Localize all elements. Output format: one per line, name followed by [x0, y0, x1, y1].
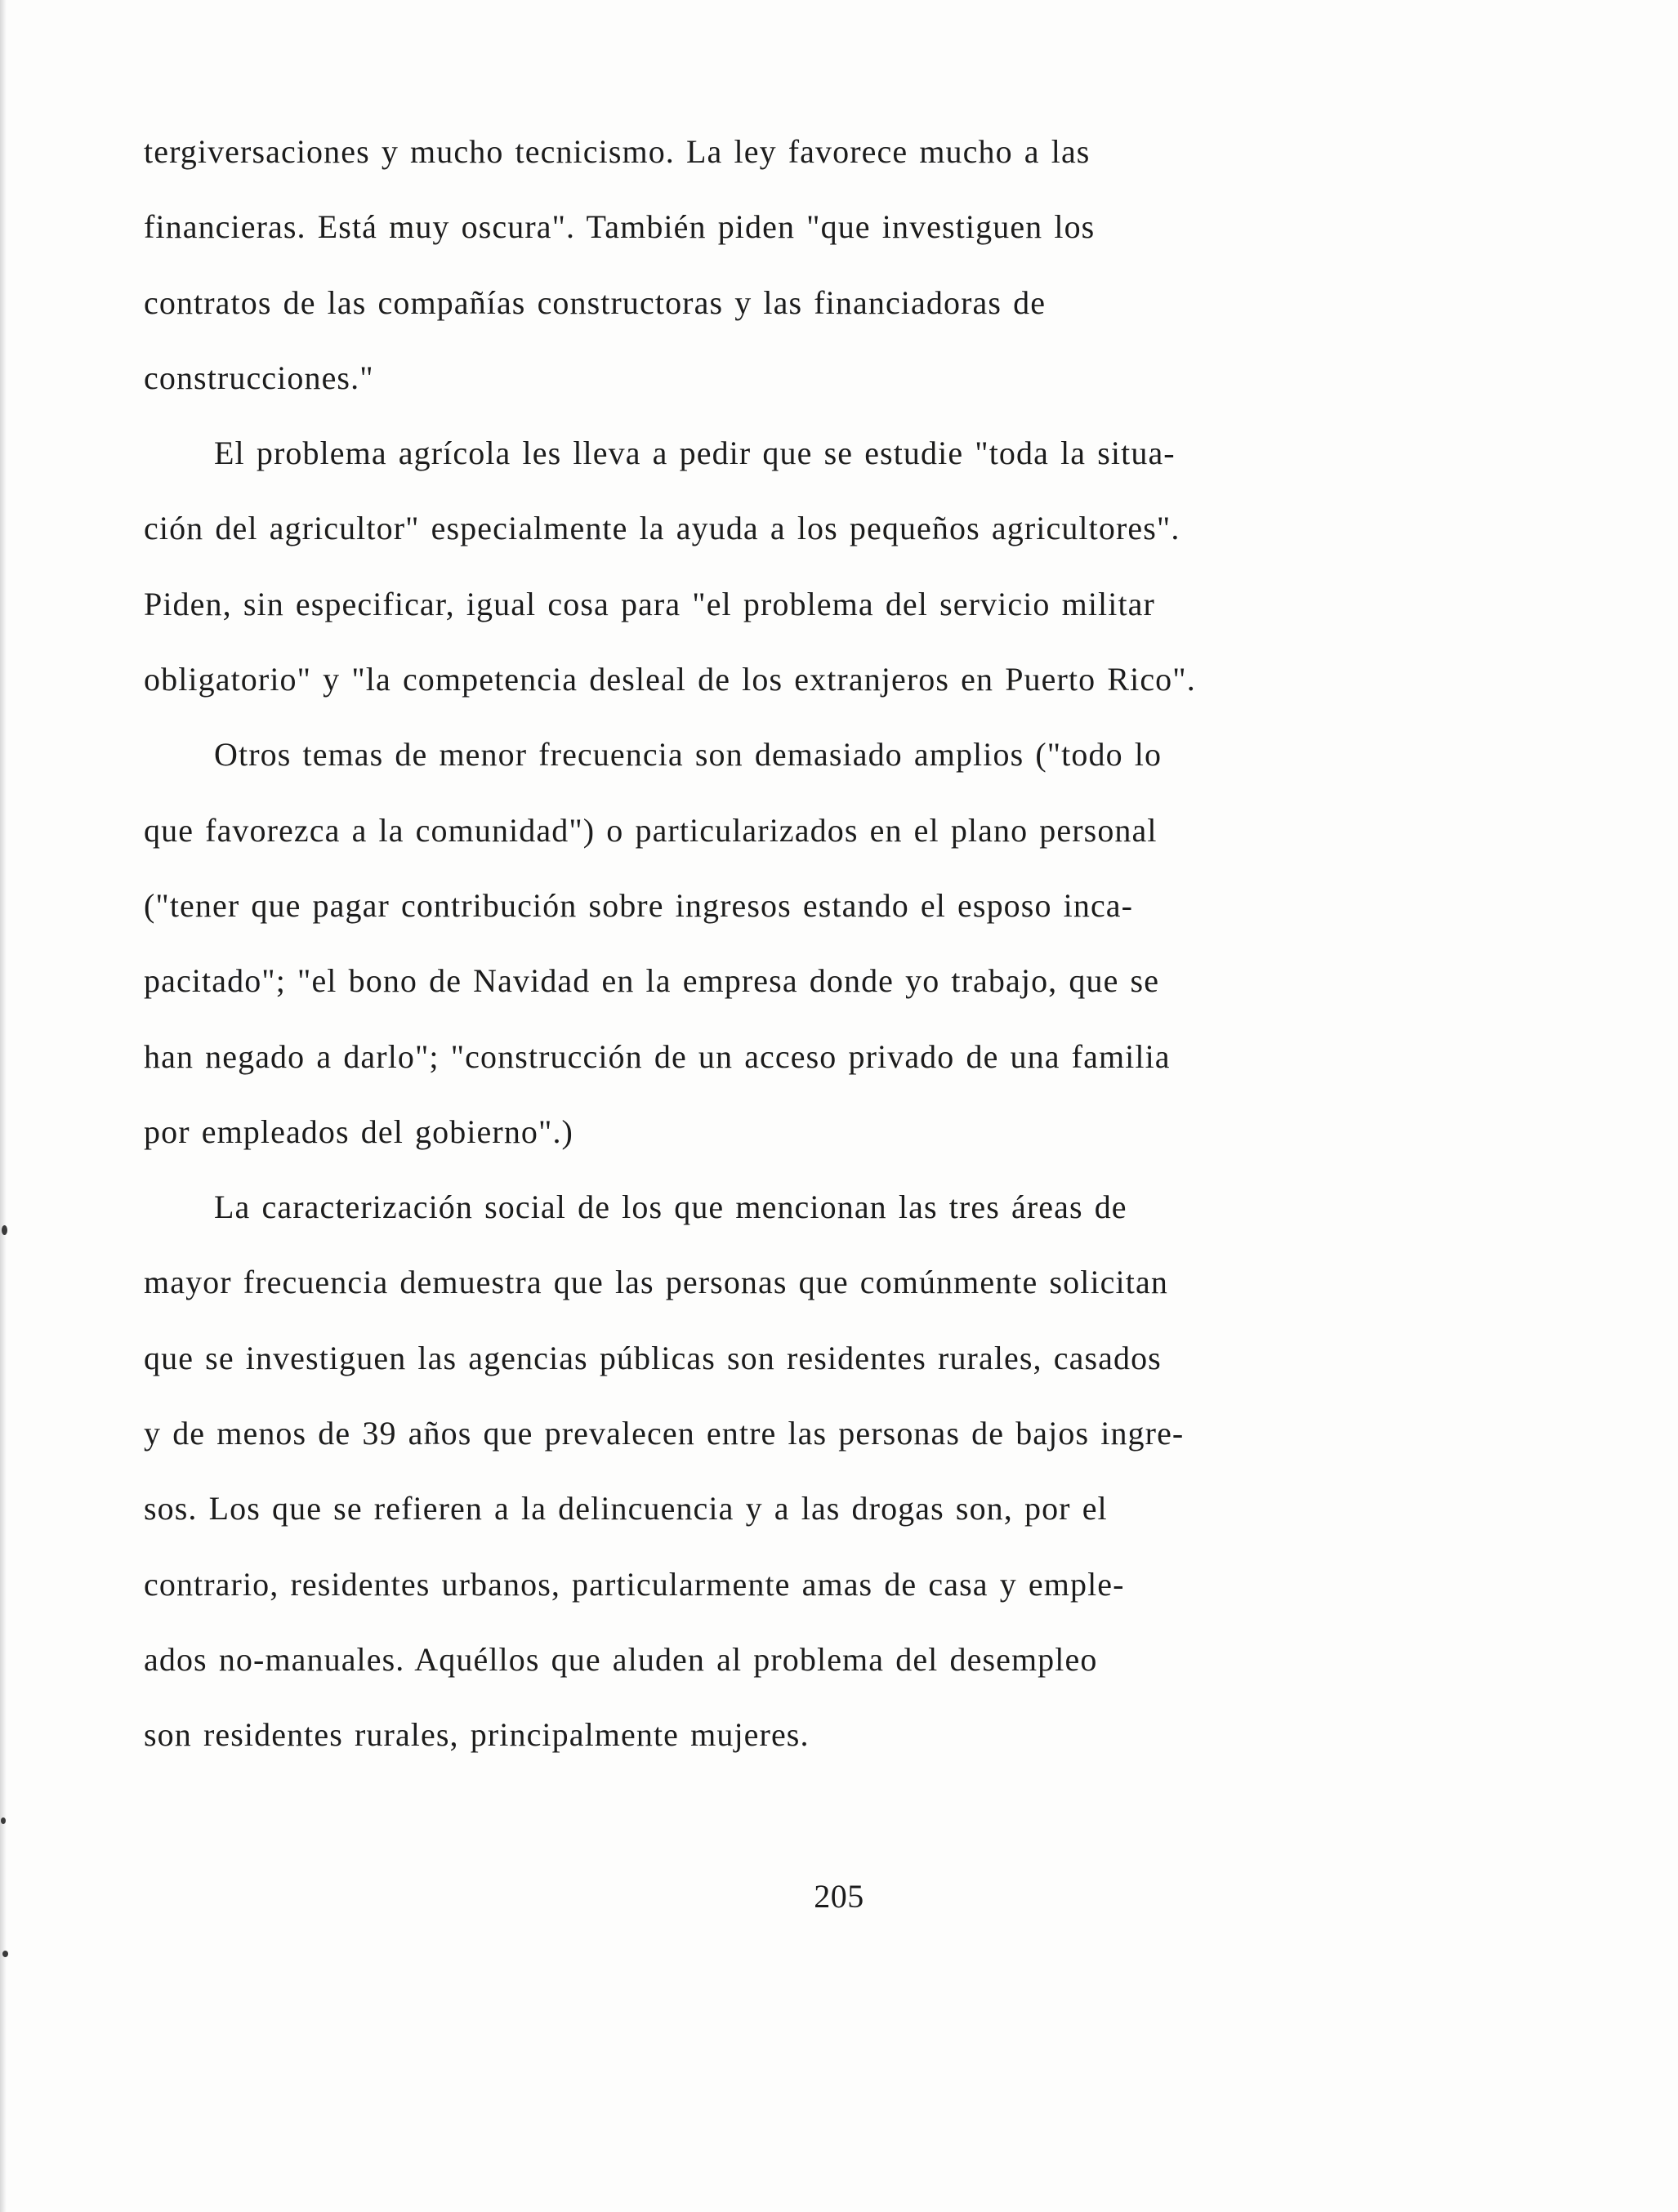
- paragraph-start-line: El problema agrícola les lleva a pedir que se estudie "toda la situa-: [214, 435, 1176, 472]
- text-line: han negado a darlo"; "construcción de un acceso privado de una familia: [144, 1037, 1171, 1075]
- text-line: mayor frecuencia demuestra que las personas que comúnmente solicitan: [144, 1264, 1168, 1301]
- text-line: pacitado"; "el bono de Navidad en la empresa donde yo trabajo, que se: [144, 962, 1160, 1000]
- text-line: obligatorio" y "la competencia desleal de los extranjeros en Puerto Rico".: [144, 661, 1196, 698]
- text-line: contratos de las compañías constructoras y las financiadoras de: [144, 283, 1047, 321]
- text-line: Piden, sin especificar, igual cosa para "el problema del servicio militar: [144, 585, 1155, 622]
- text-line: que se investiguen las agencias públicas son residentes rurales, casados: [144, 1339, 1162, 1376]
- text-line: tergiversaciones y mucho tecnicismo. La ley favorece mucho a las: [144, 133, 1091, 170]
- scan-speck: [2, 1225, 7, 1235]
- page-number: 205: [814, 1878, 864, 1915]
- scan-speck: [1, 1817, 6, 1824]
- paragraph-start-line: Otros temas de menor frecuencia son demasiado amplios ("todo lo: [214, 736, 1163, 774]
- text-line: financieras. Está muy oscura". También piden "que investiguen los: [144, 208, 1096, 246]
- text-line: construcciones.": [144, 359, 374, 396]
- paragraph-start-line: La caracterización social de los que mencionan las tres áreas de: [214, 1189, 1127, 1226]
- text-line: ción del agricultor" especialmente la ayuda a los pequeños agricultores".: [144, 510, 1180, 547]
- text-line: ("tener que pagar contribución sobre ingresos estando el esposo inca-: [144, 886, 1134, 924]
- text-line: contrario, residentes urbanos, particularmente amas de casa y emple-: [144, 1565, 1125, 1603]
- text-line: por empleados del gobierno".): [144, 1113, 573, 1150]
- text-line: y de menos de 39 años que prevalecen entre las personas de bajos ingre-: [144, 1415, 1185, 1452]
- text-line: sos. Los que se refieren a la delincuencia y a las drogas son, por el: [144, 1490, 1108, 1527]
- scan-speck: [2, 1951, 8, 1957]
- body-text: [144, 114, 1386, 1773]
- text-line: son residentes rurales, principalmente mujeres.: [144, 1716, 810, 1754]
- text-line: que favorezca a la comunidad") o particularizados en el plano personal: [144, 811, 1158, 849]
- text-line: ados no-manuales. Aquéllos que aluden al problema del desempleo: [144, 1640, 1098, 1678]
